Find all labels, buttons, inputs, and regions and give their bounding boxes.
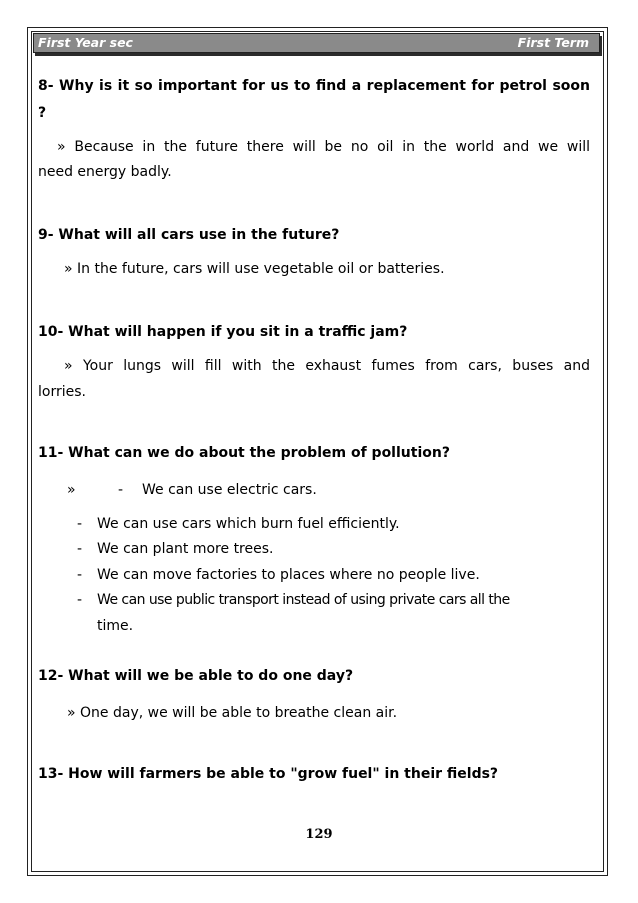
header-left-text: First Year sec (38, 35, 133, 50)
list-item-text: We can use public transport instead of using private cars all the (97, 592, 510, 608)
list-item-dash: - (118, 482, 124, 498)
question-12: 12- What will we be able to do one day? (38, 668, 354, 684)
list-item-dash: - (77, 567, 83, 583)
question-11: 11- What can we do about the problem of pollution? (38, 445, 450, 461)
question-10: 10- What will happen if you sit in a traffic jam? (38, 324, 408, 340)
page-number: 129 (305, 827, 333, 842)
answer-11-marker: » (67, 482, 76, 498)
answer-8-line2: need energy badly. (38, 164, 172, 180)
page-header (33, 33, 600, 53)
list-item-text: We can move factories to places where no people live. (97, 567, 480, 583)
question-13: 13- How will farmers be able to "grow fuel" in their fields? (38, 766, 499, 782)
list-item: We can use electric cars. (142, 482, 317, 498)
header-right-text: First Term (517, 35, 589, 50)
list-item-dash: - (77, 592, 83, 608)
list-item-text: We can use cars which burn fuel efficiently. (97, 516, 400, 532)
list-item-continuation: time. (97, 618, 134, 634)
list-item-dash: - (77, 541, 83, 557)
question-8-line1: 8- Why is it so important for us to find a replacement for petrol soon (38, 78, 590, 94)
answer-9: » In the future, cars will use vegetable oil or batteries. (64, 261, 445, 277)
answer-10-line1: » Your lungs will fill with the exhaust fumes from cars, buses and (64, 358, 590, 374)
list-item-dash: - (77, 516, 83, 532)
question-8-line2: ? (38, 105, 47, 121)
answer-12: » One day, we will be able to breathe clean air. (67, 705, 398, 721)
answer-8-line1: » Because in the future there will be no oil in the world and we will (57, 139, 590, 155)
answer-10-line2: lorries. (38, 384, 86, 400)
question-9: 9- What will all cars use in the future? (38, 227, 340, 243)
list-item-text: We can plant more trees. (97, 541, 274, 557)
